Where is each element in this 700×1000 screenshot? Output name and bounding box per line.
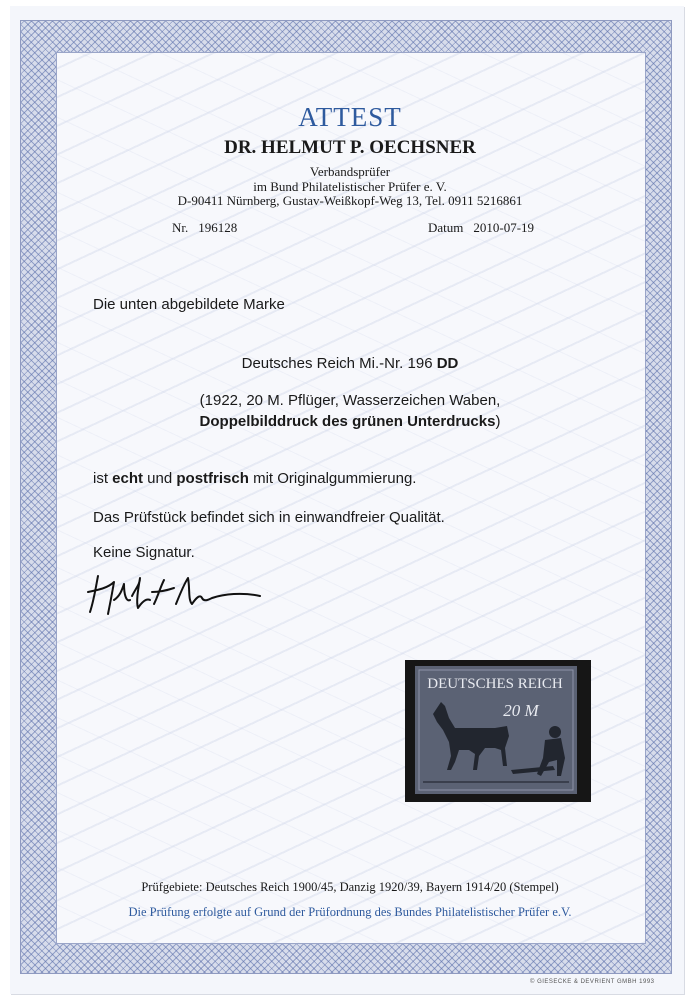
handwritten-signature bbox=[84, 570, 264, 620]
certificate-title: ATTEST bbox=[298, 102, 402, 132]
examination-basis: Die Prüfung erfolgte auf Grund der Prüfordnung des Bundes Philatelistischer Prüfer e.V. bbox=[128, 905, 572, 919]
printer-imprint: © GIESECKE & DEVRIENT GMBH 1993 bbox=[530, 979, 655, 985]
datum-value: 2010-07-19 bbox=[473, 220, 535, 235]
examiner-name: DR. HELMUT P. OECHSNER bbox=[224, 137, 476, 158]
verdict-genuine: echt bbox=[112, 470, 144, 487]
stamp-description-line1: (1922, 20 M. Pflüger, Wasserzeichen Waben, bbox=[199, 392, 501, 409]
closing-paren: ) bbox=[495, 413, 501, 430]
certificate-number bbox=[172, 220, 237, 236]
variety-description: Doppelbilddruck des grünen Unterdrucks bbox=[199, 413, 496, 430]
nr-label: Nr. bbox=[172, 220, 189, 235]
signature-note: Keine Signatur. bbox=[93, 544, 195, 561]
examination-areas: Prüfgebiete: Deutsches Reich 1900/45, Danzig 1920/39, Bayern 1914/20 (Stempel) bbox=[141, 880, 559, 894]
datum-label: Datum bbox=[428, 220, 464, 235]
stamp-value-text: 20 M bbox=[503, 701, 539, 720]
examiner-address: D-90411 Nürnberg, Gustav-Weißkopf-Weg 13, Tel. 0911 5216861 bbox=[177, 193, 523, 208]
stamp-description-line2 bbox=[0, 413, 700, 430]
stamp-identification bbox=[0, 355, 700, 372]
intro-text: Die unten abgebildete Marke bbox=[93, 296, 285, 313]
stamp-id-prefix: Deutsches Reich Mi.-Nr. 196 bbox=[241, 355, 437, 372]
examiner-role: Verbandsprüfer bbox=[309, 164, 391, 179]
certificate-date bbox=[428, 220, 534, 236]
verdict-mint: postfrisch bbox=[176, 470, 249, 487]
stamp-image bbox=[405, 660, 591, 802]
stamp-id-variety: DD bbox=[436, 355, 459, 372]
stamp-illustration bbox=[415, 666, 577, 794]
stamp-country-text: DEUTSCHES REICH bbox=[427, 676, 563, 692]
verdict-part1: ist bbox=[93, 470, 113, 487]
examiner-association: im Bund Philatelistischer Prüfer e. V. bbox=[253, 179, 447, 194]
verdict-part3: mit Originalgummierung. bbox=[248, 470, 417, 487]
verdict-part2: und bbox=[143, 470, 177, 487]
quality-statement: Das Prüfstück befindet sich in einwandfreier Qualität. bbox=[93, 509, 445, 526]
verdict-text bbox=[93, 470, 416, 487]
nr-value: 196128 bbox=[198, 220, 238, 235]
